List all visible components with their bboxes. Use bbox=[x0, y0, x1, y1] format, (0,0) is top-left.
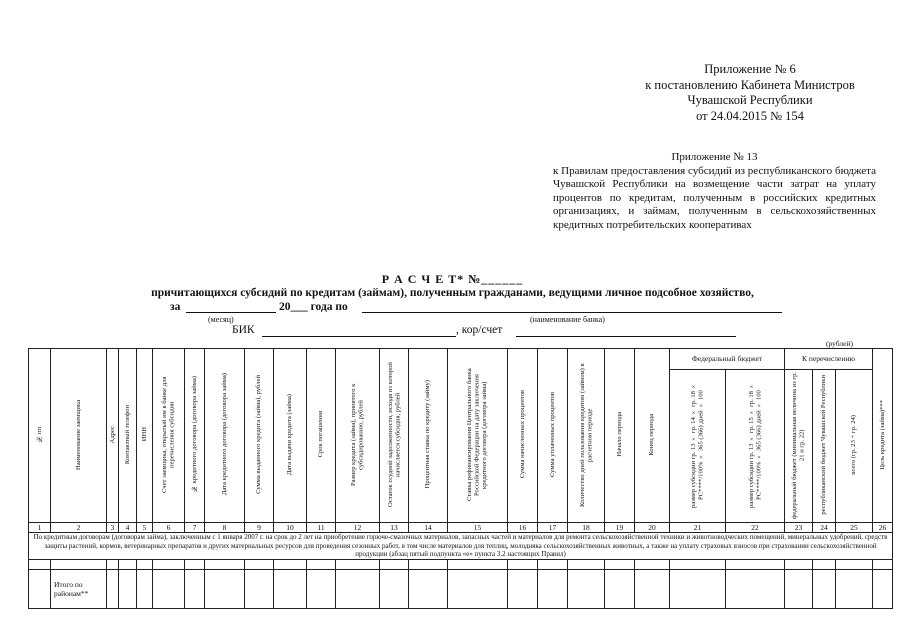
group-to-transfer: К перечислению bbox=[785, 349, 873, 370]
month-line[interactable] bbox=[186, 312, 276, 313]
col-20-header: Конец периода bbox=[635, 349, 670, 523]
document-subtitle: причитающихся субсидий по кредитам (займам), полученным гражданами, ведущими личное подсобное хозяйство, bbox=[151, 287, 754, 299]
col-number: 2 bbox=[51, 523, 107, 533]
col-7-header: № кредитного договора (договора займа) bbox=[185, 349, 205, 523]
label-korschet: , кор/счет bbox=[456, 324, 503, 336]
col-2-header: Наименование заемщика bbox=[51, 349, 107, 523]
col-number: 18 bbox=[568, 523, 605, 533]
col-24-header: республиканский бюджет Чувашской Республики bbox=[813, 370, 836, 523]
col-number: 5 bbox=[137, 523, 153, 533]
bank-line[interactable] bbox=[362, 312, 782, 313]
col-12-header: Размер кредита (займа), принятого к субсидированию, рублей bbox=[336, 349, 380, 523]
col-22-header: размер субсидии гр. 13 × гр. 15 × гр. 18 × РС****/100% × 365 (366) дней × 100 bbox=[726, 370, 785, 523]
col-number: 14 bbox=[409, 523, 448, 533]
col-number: 20 bbox=[635, 523, 670, 533]
col-4-header: Контактный телефон bbox=[119, 349, 137, 523]
korschet-line[interactable] bbox=[516, 336, 736, 337]
table-row bbox=[29, 560, 893, 570]
document-title: Р А С Ч Е Т* №______ bbox=[381, 272, 524, 286]
label-bik: БИК bbox=[232, 324, 255, 336]
col-number: 25 bbox=[836, 523, 873, 533]
col-number: 11 bbox=[307, 523, 336, 533]
group-federal-budget: Федеральный бюджет bbox=[670, 349, 785, 370]
appendix-13-body: к Правилам предоставления субсидий из республиканского бюджета Чувашской Республики на возмещение части затрат на уплату процентов по кредитам, полученным в российских кредитных организациях, и займам, полученным в сельскохозяйственных кредитных потребительских кооперативах bbox=[553, 164, 876, 231]
label-za: за bbox=[170, 301, 181, 313]
col-19-header: Начало периода bbox=[605, 349, 635, 523]
col-17-header: Сумма уплаченных процентов bbox=[538, 349, 568, 523]
col-13-header: Остаток ссудной задолженности, исходя из которой начисляется субсидия, рублей bbox=[380, 349, 409, 523]
label-year: 20___ года по bbox=[279, 301, 348, 313]
appendix-13-title: Приложение № 13 bbox=[671, 151, 758, 163]
totals-row bbox=[29, 570, 893, 609]
col-number: 21 bbox=[670, 523, 726, 533]
col-number: 15 bbox=[448, 523, 508, 533]
col-23-header: федеральный бюджет (минимальная величина из гр. 21 и гр. 22) bbox=[785, 370, 813, 523]
appendix-6-line1: Приложение № 6 bbox=[704, 62, 796, 76]
bik-line[interactable] bbox=[262, 336, 456, 337]
col-number: 6 bbox=[153, 523, 185, 533]
appendix-6-line3: Чувашской Республики bbox=[687, 93, 813, 107]
bank-caption: (наименование банка) bbox=[530, 315, 605, 324]
note-row: По кредитным договорам (договорам займа), заключенным с 1 января 2007 г. на срок до 2 лет на приобретение горюче-смазочных материалов, запасных частей и материалов для ремонта сельскохозяйственной техники и животноводческих помещений, минеральных удобрений, средств защиты растений, кормов, ветеринарных препаратов и других материальных ресурсов для проведения сезонных работ, в том числе материалов для теплиц, молодняка сельскохозяйственных животных, а также на уплату страховых взносов при страховании сельскохозяйственной продукции (абзац пятый подпункта «е» пункта 3.2 настоящих Правил) bbox=[29, 533, 893, 560]
col-16-header: Сумма начисленных процентов bbox=[508, 349, 538, 523]
col-5-header: ИНН bbox=[137, 349, 153, 523]
col-number: 22 bbox=[726, 523, 785, 533]
col-14-header: Процентная ставка по кредиту (займу) bbox=[409, 349, 448, 523]
col-26-header: Цель кредита (займа)*** bbox=[873, 349, 893, 523]
col-number: 12 bbox=[336, 523, 380, 533]
col-number: 3 bbox=[107, 523, 119, 533]
col-number: 26 bbox=[873, 523, 893, 533]
col-8-header: Дата кредитного договора (договора займа) bbox=[205, 349, 245, 523]
rubles-label: (рублей) bbox=[826, 339, 854, 348]
col-6-header: Счет заемщика, открытый им в банке для перечисления субсидии bbox=[153, 349, 185, 523]
column-numbers-row bbox=[29, 523, 893, 533]
col-10-header: Дата выдачи кредита (займа) bbox=[274, 349, 307, 523]
appendix-6-header bbox=[560, 62, 905, 124]
col-18-header: Количество дней пользования кредитом (займом) в расчетном периоде bbox=[568, 349, 605, 523]
col-number: 17 bbox=[538, 523, 568, 533]
month-caption: (месяц) bbox=[208, 315, 234, 324]
col-number: 23 bbox=[785, 523, 813, 533]
col-number: 24 bbox=[813, 523, 836, 533]
col-25-header: всего (гр. 23 + гр. 24) bbox=[836, 370, 873, 523]
col-number: 19 bbox=[605, 523, 635, 533]
col-number: 16 bbox=[508, 523, 538, 533]
col-number: 1 bbox=[29, 523, 51, 533]
col-number: 7 bbox=[185, 523, 205, 533]
col-number: 9 bbox=[245, 523, 274, 533]
col-number: 10 bbox=[274, 523, 307, 533]
appendix-13-header bbox=[553, 151, 876, 233]
itogo-label: Итого по районам** bbox=[51, 570, 107, 609]
col-number: 4 bbox=[119, 523, 137, 533]
appendix-6-line4: от 24.04.2015 № 154 bbox=[696, 108, 804, 123]
calculation-table bbox=[28, 348, 893, 609]
col-15-header: Ставка рефинансирования Центрального банка Российской Федерации на дату заключения кредитного договора (договора займа) bbox=[448, 349, 508, 523]
col-number: 8 bbox=[205, 523, 245, 533]
appendix-6-line2: к постановлению Кабинета Министров bbox=[645, 77, 855, 92]
col-3-header: Адрес bbox=[107, 349, 119, 523]
col-11-header: Срок погашения bbox=[307, 349, 336, 523]
col-1-header: № пп bbox=[29, 349, 51, 523]
col-number: 13 bbox=[380, 523, 409, 533]
col-9-header: Сумма выданного кредита (займа), рублей bbox=[245, 349, 274, 523]
col-21-header: размер субсидии гр. 13 × гр. 14 × гр. 18 × РС****/100% × 365 (366) дней × 100 bbox=[670, 370, 726, 523]
